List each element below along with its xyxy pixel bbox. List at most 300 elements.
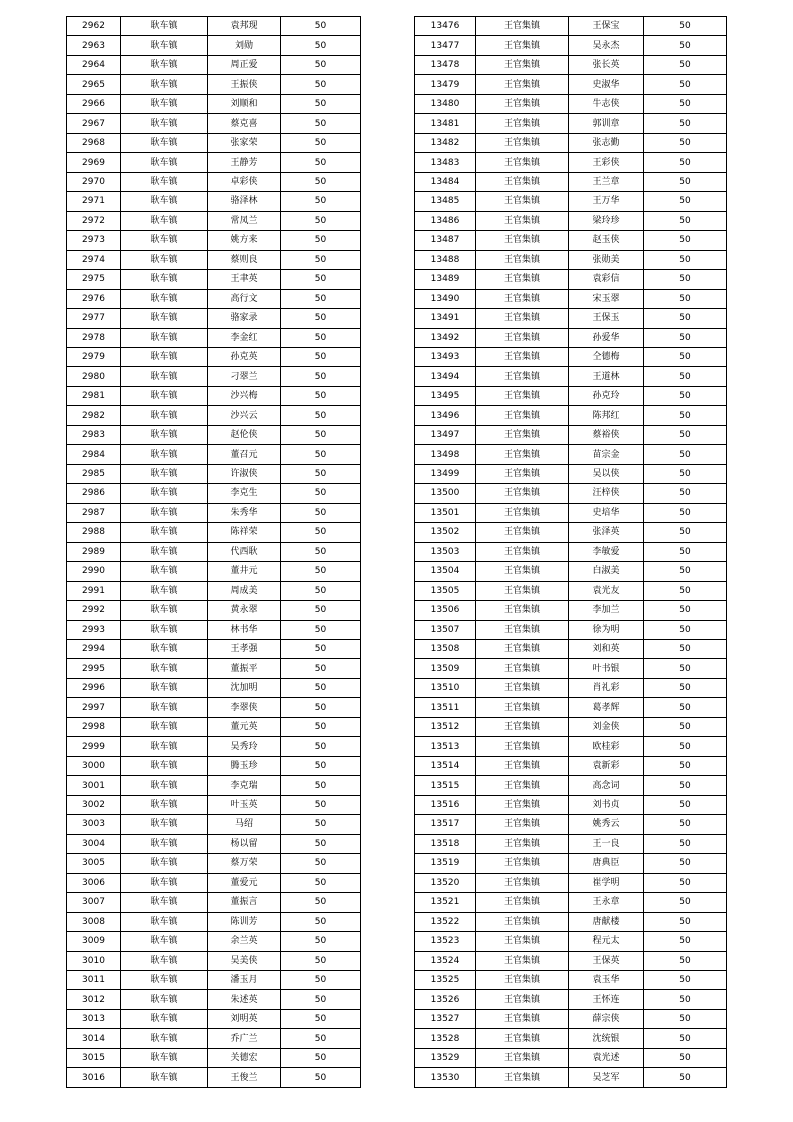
amount-cell: 50 (281, 659, 361, 678)
town-name-cell: 王官集镇 (476, 601, 569, 620)
amount-cell: 50 (281, 270, 361, 289)
row-number-cell: 2963 (67, 36, 121, 55)
row-number-cell: 2994 (67, 640, 121, 659)
row-number-cell: 13487 (415, 231, 476, 250)
row-number-cell: 13483 (415, 153, 476, 172)
town-name-cell: 耿车镇 (121, 678, 208, 697)
person-name-cell: 王俊兰 (208, 1068, 281, 1087)
row-number-cell: 3014 (67, 1029, 121, 1048)
row-number-cell: 13523 (415, 932, 476, 951)
person-name-cell: 张勋美 (569, 250, 644, 269)
table-row (67, 815, 361, 834)
row-number-cell: 13506 (415, 601, 476, 620)
amount-cell: 50 (281, 94, 361, 113)
person-name-cell: 赵伦侠 (208, 425, 281, 444)
town-name-cell: 耿车镇 (121, 737, 208, 756)
row-number-cell: 13500 (415, 484, 476, 503)
table-row (415, 464, 727, 483)
town-name-cell: 耿车镇 (121, 640, 208, 659)
table-row (67, 659, 361, 678)
table-row (67, 425, 361, 444)
table-row (67, 1029, 361, 1048)
town-name-cell: 王官集镇 (476, 620, 569, 639)
person-name-cell: 王静芳 (208, 153, 281, 172)
amount-cell: 50 (281, 75, 361, 94)
table-row (67, 153, 361, 172)
person-name-cell: 吴以侠 (569, 464, 644, 483)
row-number-cell: 13476 (415, 17, 476, 36)
town-name-cell: 耿车镇 (121, 367, 208, 386)
amount-cell: 50 (281, 990, 361, 1009)
table-row (415, 484, 727, 503)
person-name-cell: 潘玉月 (208, 970, 281, 989)
person-name-cell: 李敏爱 (569, 542, 644, 561)
amount-cell: 50 (281, 523, 361, 542)
person-name-cell: 刘顺和 (208, 94, 281, 113)
table-row (415, 231, 727, 250)
table-row (67, 464, 361, 483)
town-name-cell: 耿车镇 (121, 698, 208, 717)
amount-cell: 50 (644, 990, 727, 1009)
person-name-cell: 刘金侠 (569, 717, 644, 736)
amount-cell: 50 (281, 873, 361, 892)
amount-cell: 50 (281, 834, 361, 853)
row-number-cell: 2970 (67, 172, 121, 191)
row-number-cell: 2985 (67, 464, 121, 483)
person-name-cell: 仝德梅 (569, 347, 644, 366)
amount-cell: 50 (644, 893, 727, 912)
row-number-cell: 13486 (415, 211, 476, 230)
town-name-cell: 王官集镇 (476, 367, 569, 386)
amount-cell: 50 (644, 445, 727, 464)
person-name-cell: 王万华 (569, 192, 644, 211)
town-name-cell: 耿车镇 (121, 815, 208, 834)
row-number-cell: 2993 (67, 620, 121, 639)
person-name-cell: 刘明英 (208, 1009, 281, 1028)
row-number-cell: 3008 (67, 912, 121, 931)
amount-cell: 50 (281, 328, 361, 347)
town-name-cell: 王官集镇 (476, 737, 569, 756)
row-number-cell: 13484 (415, 172, 476, 191)
table-row (415, 834, 727, 853)
table-row (415, 75, 727, 94)
row-number-cell: 13480 (415, 94, 476, 113)
row-number-cell: 2962 (67, 17, 121, 36)
person-name-cell: 蔡克喜 (208, 114, 281, 133)
person-name-cell: 李金红 (208, 328, 281, 347)
person-name-cell: 马绍 (208, 815, 281, 834)
row-number-cell: 3004 (67, 834, 121, 853)
table-row (415, 1048, 727, 1067)
row-number-cell: 13513 (415, 737, 476, 756)
town-name-cell: 耿车镇 (121, 659, 208, 678)
amount-cell: 50 (281, 678, 361, 697)
town-name-cell: 王官集镇 (476, 932, 569, 951)
amount-cell: 50 (644, 815, 727, 834)
row-number-cell: 13496 (415, 406, 476, 425)
person-name-cell: 吴芝军 (569, 1068, 644, 1087)
row-number-cell: 2991 (67, 581, 121, 600)
person-name-cell: 朱述英 (208, 990, 281, 1009)
table-row (67, 192, 361, 211)
amount-cell: 50 (644, 94, 727, 113)
table-row (415, 951, 727, 970)
amount-cell: 50 (644, 114, 727, 133)
table-row (67, 17, 361, 36)
row-number-cell: 3000 (67, 756, 121, 775)
row-number-cell: 2980 (67, 367, 121, 386)
town-name-cell: 王官集镇 (476, 1029, 569, 1048)
table-row (415, 776, 727, 795)
table-row (67, 309, 361, 328)
table-row (415, 854, 727, 873)
row-number-cell: 2996 (67, 678, 121, 697)
table-row (415, 659, 727, 678)
person-name-cell: 骆泽林 (208, 192, 281, 211)
table-row (415, 601, 727, 620)
person-name-cell: 叶玉英 (208, 795, 281, 814)
row-number-cell: 13510 (415, 678, 476, 697)
town-name-cell: 王官集镇 (476, 94, 569, 113)
town-name-cell: 王官集镇 (476, 717, 569, 736)
person-name-cell: 张志勤 (569, 133, 644, 152)
row-number-cell: 2974 (67, 250, 121, 269)
person-name-cell: 刘和英 (569, 640, 644, 659)
amount-cell: 50 (281, 192, 361, 211)
table-row (415, 932, 727, 951)
amount-cell: 50 (644, 737, 727, 756)
row-number-cell: 13491 (415, 309, 476, 328)
row-number-cell: 3005 (67, 854, 121, 873)
person-name-cell: 史培华 (569, 503, 644, 522)
table-row (415, 250, 727, 269)
town-name-cell: 王官集镇 (476, 795, 569, 814)
row-number-cell: 13517 (415, 815, 476, 834)
row-number-cell: 13529 (415, 1048, 476, 1067)
town-name-cell: 王官集镇 (476, 542, 569, 561)
amount-cell: 50 (281, 795, 361, 814)
town-name-cell: 王官集镇 (476, 1068, 569, 1087)
town-name-cell: 王官集镇 (476, 970, 569, 989)
town-name-cell: 耿车镇 (121, 620, 208, 639)
person-name-cell: 袁玉华 (569, 970, 644, 989)
amount-cell: 50 (644, 523, 727, 542)
person-name-cell: 苗宗金 (569, 445, 644, 464)
person-name-cell: 蔡裕侠 (569, 425, 644, 444)
amount-cell: 50 (281, 893, 361, 912)
table-row (415, 192, 727, 211)
amount-cell: 50 (644, 250, 727, 269)
amount-cell: 50 (281, 581, 361, 600)
amount-cell: 50 (281, 464, 361, 483)
amount-cell: 50 (281, 484, 361, 503)
town-name-cell: 耿车镇 (121, 192, 208, 211)
town-name-cell: 王官集镇 (476, 503, 569, 522)
town-name-cell: 耿车镇 (121, 756, 208, 775)
amount-cell: 50 (281, 854, 361, 873)
person-name-cell: 董召元 (208, 445, 281, 464)
row-number-cell: 13505 (415, 581, 476, 600)
person-name-cell: 董爱元 (208, 873, 281, 892)
amount-cell: 50 (644, 406, 727, 425)
person-name-cell: 赵玉侠 (569, 231, 644, 250)
row-number-cell: 2988 (67, 523, 121, 542)
row-number-cell: 13511 (415, 698, 476, 717)
person-name-cell: 史淑华 (569, 75, 644, 94)
person-name-cell: 朱秀华 (208, 503, 281, 522)
town-name-cell: 王官集镇 (476, 153, 569, 172)
row-number-cell: 2967 (67, 114, 121, 133)
table-row (67, 523, 361, 542)
amount-cell: 50 (281, 347, 361, 366)
town-name-cell: 耿车镇 (121, 581, 208, 600)
town-name-cell: 王官集镇 (476, 17, 569, 36)
person-name-cell: 董振言 (208, 893, 281, 912)
person-name-cell: 高念词 (569, 776, 644, 795)
table-row (67, 737, 361, 756)
town-name-cell: 耿车镇 (121, 75, 208, 94)
row-number-cell: 13530 (415, 1068, 476, 1087)
table-row (415, 55, 727, 74)
town-name-cell: 耿车镇 (121, 250, 208, 269)
person-name-cell: 张泽英 (569, 523, 644, 542)
town-name-cell: 耿车镇 (121, 834, 208, 853)
town-name-cell: 王官集镇 (476, 776, 569, 795)
row-number-cell: 2989 (67, 542, 121, 561)
right-table (414, 16, 727, 1088)
table-row (67, 795, 361, 814)
town-name-cell: 王官集镇 (476, 581, 569, 600)
table-row (415, 893, 727, 912)
amount-cell: 50 (644, 659, 727, 678)
row-number-cell: 2964 (67, 55, 121, 74)
table-row (67, 133, 361, 152)
person-name-cell: 高行文 (208, 289, 281, 308)
row-number-cell: 3016 (67, 1068, 121, 1087)
amount-cell: 50 (644, 542, 727, 561)
table-row (415, 36, 727, 55)
table-row (415, 425, 727, 444)
table-row (67, 250, 361, 269)
table-row (67, 367, 361, 386)
amount-cell: 50 (281, 601, 361, 620)
table-row (67, 231, 361, 250)
row-number-cell: 13524 (415, 951, 476, 970)
row-number-cell: 13520 (415, 873, 476, 892)
row-number-cell: 3009 (67, 932, 121, 951)
row-number-cell: 13482 (415, 133, 476, 152)
town-name-cell: 王官集镇 (476, 55, 569, 74)
amount-cell: 50 (644, 562, 727, 581)
town-name-cell: 王官集镇 (476, 231, 569, 250)
amount-cell: 50 (281, 776, 361, 795)
person-name-cell: 程元太 (569, 932, 644, 951)
person-name-cell: 沙兴梅 (208, 386, 281, 405)
town-name-cell: 耿车镇 (121, 17, 208, 36)
town-name-cell: 耿车镇 (121, 1068, 208, 1087)
person-name-cell: 关德宏 (208, 1048, 281, 1067)
table-row (415, 445, 727, 464)
town-name-cell: 耿车镇 (121, 970, 208, 989)
amount-cell: 50 (644, 912, 727, 931)
table-row (67, 484, 361, 503)
table-row (67, 912, 361, 931)
town-name-cell: 耿车镇 (121, 1048, 208, 1067)
amount-cell: 50 (281, 445, 361, 464)
town-name-cell: 王官集镇 (476, 172, 569, 191)
amount-cell: 50 (281, 698, 361, 717)
row-number-cell: 2977 (67, 309, 121, 328)
row-number-cell: 2972 (67, 211, 121, 230)
amount-cell: 50 (644, 464, 727, 483)
row-number-cell: 13495 (415, 386, 476, 405)
amount-cell: 50 (281, 503, 361, 522)
table-row (67, 172, 361, 191)
table-row (67, 347, 361, 366)
row-number-cell: 2976 (67, 289, 121, 308)
table-row (415, 17, 727, 36)
amount-cell: 50 (644, 231, 727, 250)
town-name-cell: 耿车镇 (121, 445, 208, 464)
row-number-cell: 2986 (67, 484, 121, 503)
right-table-body (415, 17, 727, 1088)
amount-cell: 50 (281, 1029, 361, 1048)
row-number-cell: 2965 (67, 75, 121, 94)
town-name-cell: 王官集镇 (476, 36, 569, 55)
person-name-cell: 王兰章 (569, 172, 644, 191)
town-name-cell: 耿车镇 (121, 94, 208, 113)
table-row (415, 815, 727, 834)
row-number-cell: 3012 (67, 990, 121, 1009)
row-number-cell: 13522 (415, 912, 476, 931)
person-name-cell: 葛孝辉 (569, 698, 644, 717)
town-name-cell: 王官集镇 (476, 445, 569, 464)
table-row (415, 970, 727, 989)
table-row (67, 211, 361, 230)
amount-cell: 50 (644, 601, 727, 620)
row-number-cell: 2981 (67, 386, 121, 405)
person-name-cell: 王彩侠 (569, 153, 644, 172)
amount-cell: 50 (644, 932, 727, 951)
person-name-cell: 黄永翠 (208, 601, 281, 620)
person-name-cell: 陈邦红 (569, 406, 644, 425)
row-number-cell: 13502 (415, 523, 476, 542)
amount-cell: 50 (644, 620, 727, 639)
amount-cell: 50 (644, 776, 727, 795)
person-name-cell: 李翠侠 (208, 698, 281, 717)
table-row (415, 795, 727, 814)
table-row (67, 328, 361, 347)
town-name-cell: 耿车镇 (121, 873, 208, 892)
table-row (67, 834, 361, 853)
person-name-cell: 白淑美 (569, 562, 644, 581)
town-name-cell: 王官集镇 (476, 912, 569, 931)
person-name-cell: 徐为明 (569, 620, 644, 639)
town-name-cell: 耿车镇 (121, 36, 208, 55)
amount-cell: 50 (644, 951, 727, 970)
town-name-cell: 王官集镇 (476, 484, 569, 503)
table-row (415, 562, 727, 581)
row-number-cell: 3015 (67, 1048, 121, 1067)
person-name-cell: 王保英 (569, 951, 644, 970)
row-number-cell: 13501 (415, 503, 476, 522)
amount-cell: 50 (644, 484, 727, 503)
table-row (67, 270, 361, 289)
row-number-cell: 13477 (415, 36, 476, 55)
town-name-cell: 耿车镇 (121, 114, 208, 133)
amount-cell: 50 (281, 211, 361, 230)
table-row (67, 620, 361, 639)
amount-cell: 50 (644, 328, 727, 347)
table-row (415, 640, 727, 659)
table-row (415, 1009, 727, 1028)
town-name-cell: 耿车镇 (121, 425, 208, 444)
amount-cell: 50 (281, 250, 361, 269)
person-name-cell: 张长英 (569, 55, 644, 74)
person-name-cell: 刘勋 (208, 36, 281, 55)
person-name-cell: 陈祥荣 (208, 523, 281, 542)
table-row (415, 912, 727, 931)
person-name-cell: 袁邦现 (208, 17, 281, 36)
person-name-cell: 常凤兰 (208, 211, 281, 230)
person-name-cell: 李克瑞 (208, 776, 281, 795)
person-name-cell: 梁玲珍 (569, 211, 644, 230)
town-name-cell: 耿车镇 (121, 270, 208, 289)
person-name-cell: 肖礼彩 (569, 678, 644, 697)
row-number-cell: 2998 (67, 717, 121, 736)
table-row (67, 1068, 361, 1087)
table-row (415, 386, 727, 405)
amount-cell: 50 (644, 1068, 727, 1087)
person-name-cell: 沈加明 (208, 678, 281, 697)
amount-cell: 50 (281, 970, 361, 989)
table-row (67, 36, 361, 55)
amount-cell: 50 (281, 386, 361, 405)
person-name-cell: 崔学明 (569, 873, 644, 892)
row-number-cell: 13512 (415, 717, 476, 736)
town-name-cell: 耿车镇 (121, 795, 208, 814)
person-name-cell: 乔广兰 (208, 1029, 281, 1048)
town-name-cell: 王官集镇 (476, 873, 569, 892)
town-name-cell: 王官集镇 (476, 562, 569, 581)
table-row (415, 990, 727, 1009)
town-name-cell: 王官集镇 (476, 250, 569, 269)
amount-cell: 50 (281, 620, 361, 639)
town-name-cell: 王官集镇 (476, 289, 569, 308)
town-name-cell: 王官集镇 (476, 756, 569, 775)
amount-cell: 50 (281, 1068, 361, 1087)
person-name-cell: 孙克玲 (569, 386, 644, 405)
row-number-cell: 13507 (415, 620, 476, 639)
row-number-cell: 13479 (415, 75, 476, 94)
row-number-cell: 13514 (415, 756, 476, 775)
table-row (67, 503, 361, 522)
amount-cell: 50 (644, 36, 727, 55)
left-table-body (67, 17, 361, 1088)
row-number-cell: 13503 (415, 542, 476, 561)
town-name-cell: 耿车镇 (121, 503, 208, 522)
row-number-cell: 2975 (67, 270, 121, 289)
table-row (415, 1029, 727, 1048)
person-name-cell: 王怀连 (569, 990, 644, 1009)
town-name-cell: 王官集镇 (476, 192, 569, 211)
person-name-cell: 董振平 (208, 659, 281, 678)
row-number-cell: 3010 (67, 951, 121, 970)
person-name-cell: 姚秀云 (569, 815, 644, 834)
town-name-cell: 耿车镇 (121, 484, 208, 503)
person-name-cell: 汪梓侠 (569, 484, 644, 503)
row-number-cell: 2969 (67, 153, 121, 172)
